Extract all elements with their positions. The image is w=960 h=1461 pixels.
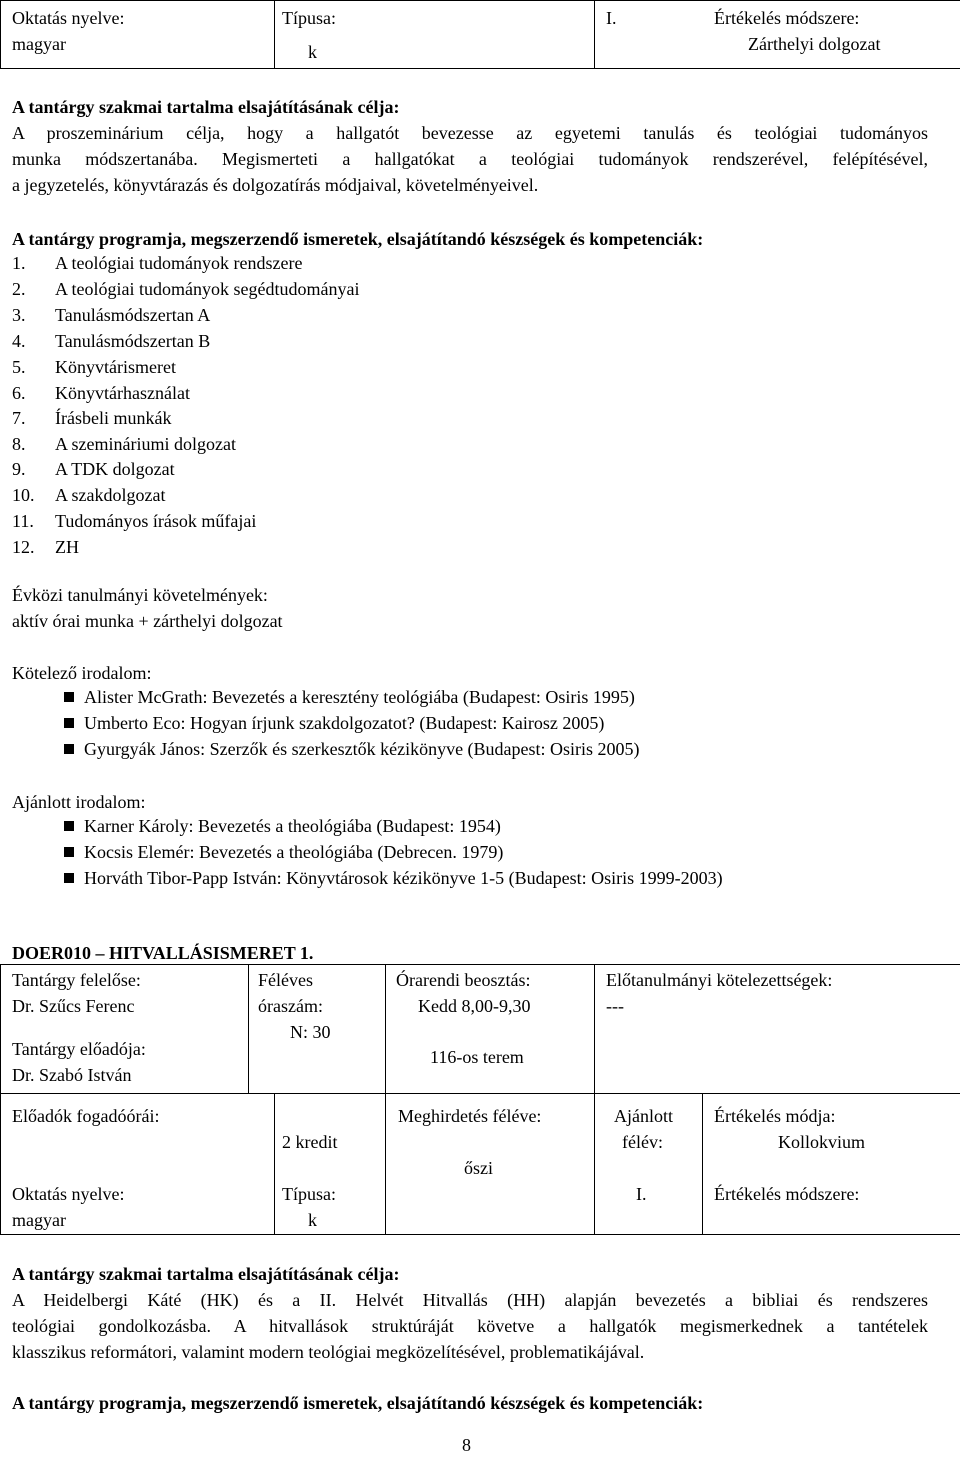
list-item: Horváth Tibor-Papp István: Könyvtárosok kézikönyve 1-5 (Budapest: Osiris 1999-2003) <box>84 868 723 888</box>
goal-heading: A tantárgy szakmai tartalma elsajátításának célja: <box>12 1264 400 1284</box>
requirements-heading: Évközi tanulmányi követelmények: <box>12 585 268 605</box>
type-value: k <box>308 1210 317 1230</box>
lang-value: magyar <box>12 34 66 54</box>
recommended-heading: Ajánlott irodalom: <box>12 792 146 812</box>
program-heading: A tantárgy programja, megszerzendő ismeretek, elsajátítandó készségek és kompetenciák: <box>12 1393 704 1413</box>
list-item: 6. Könyvtárhasználat <box>12 383 190 403</box>
lang-label: Oktatás nyelve: <box>12 8 125 28</box>
list-item: Umberto Eco: Hogyan írjunk szakdolgozatot? (Budapest: Kairosz 2005) <box>84 713 605 733</box>
type-label: Típusa: <box>282 8 336 28</box>
schedule-label: Órarendi beosztás: <box>396 970 531 990</box>
prereq-label: Előtanulmányi kötelezettségek: <box>606 970 833 990</box>
announce-label: Meghirdetés féléve: <box>398 1106 542 1126</box>
list-item: 3. Tanulásmódszertan A <box>12 305 211 325</box>
list-item: Alister McGrath: Bevezetés a keresztény teológiába (Budapest: Osiris 1995) <box>84 687 635 707</box>
recommended-semester-value: I. <box>636 1184 647 1204</box>
list-item: 11. Tudományos írások műfajai <box>12 511 257 531</box>
lecturer-label: Tantárgy előadója: <box>12 1039 146 1059</box>
list-item: Gyurgyák János: Szerzők és szerkesztők kézikönyve (Budapest: Osiris 2005) <box>84 739 640 759</box>
responsible-label: Tantárgy felelőse: <box>12 970 141 990</box>
type-value: k <box>308 42 317 62</box>
hours-label: Féléves <box>258 970 313 990</box>
recommended-semester-label: Ajánlott <box>614 1106 673 1126</box>
list-item: 5. Könyvtárismeret <box>12 357 176 377</box>
bullet-icon <box>64 718 74 728</box>
lang-label: Oktatás nyelve: <box>12 1184 125 1204</box>
program-heading: A tantárgy programja, megszerzendő ismeretek, elsajátítandó készségek és kompetenciák: <box>12 229 704 249</box>
bullet-icon <box>64 873 74 883</box>
hours-label: óraszám: <box>258 996 323 1016</box>
semester-value: I. <box>606 8 617 28</box>
mandatory-heading: Kötelező irodalom: <box>12 663 152 683</box>
goal-line: a jegyzetelés, könyvtárazás és dolgozatírás módjaival, követelményeivel. <box>12 175 539 195</box>
bullet-icon <box>64 692 74 702</box>
list-item: 10. A szakdolgozat <box>12 485 166 505</box>
schedule-time: Kedd 8,00-9,30 <box>418 996 531 1016</box>
goal-line: klasszikus reformátori, valamint modern teológiai megközelítésével, problematikájával. <box>12 1342 645 1362</box>
goal-heading: A tantárgy szakmai tartalma elsajátításának célja: <box>12 97 400 117</box>
credits-value: 2 kredit <box>282 1132 338 1152</box>
recommended-semester-label: félév: <box>622 1132 663 1152</box>
lang-value: magyar <box>12 1210 66 1230</box>
goal-line: munka módszertanába. Megismerteti a hallgatókat a teológiai tudományok rendszerével, felépítésével, <box>12 149 928 169</box>
list-item: 9. A TDK dolgozat <box>12 459 175 479</box>
eval-type-value: Kollokvium <box>778 1132 866 1152</box>
type-label: Típusa: <box>282 1184 336 1204</box>
eval-method-label: Értékelés módszere: <box>714 8 860 28</box>
course-title: DOER010 – HITVALLÁSISMERET 1. <box>12 943 314 963</box>
list-item: Karner Károly: Bevezetés a theológiába (Budapest: 1954) <box>84 816 501 836</box>
bullet-icon <box>64 821 74 831</box>
eval-method-label: Értékelés módszere: <box>714 1184 860 1204</box>
requirements-text: aktív órai munka + zárthelyi dolgozat <box>12 611 283 631</box>
list-item: 12. ZH <box>12 537 79 557</box>
list-item: 2. A teológiai tudományok segédtudományai <box>12 279 360 299</box>
office-hours-label: Előadók fogadóórái: <box>12 1106 160 1126</box>
list-item: 1. A teológiai tudományok rendszere <box>12 253 303 273</box>
bullet-icon <box>64 847 74 857</box>
prereq-value: --- <box>606 996 624 1016</box>
list-item: 7. Írásbeli munkák <box>12 408 172 428</box>
page-number: 8 <box>462 1435 471 1455</box>
list-item: 4. Tanulásmódszertan B <box>12 331 211 351</box>
responsible-value: Dr. Szűcs Ferenc <box>12 996 135 1016</box>
goal-line: A Heidelbergi Káté (HK) és a II. Helvét Hitvallás (HH) alapján bevezetés a bibliai és rendszeres <box>12 1290 928 1310</box>
bullet-icon <box>64 744 74 754</box>
hours-value: N: 30 <box>290 1022 331 1042</box>
list-item: 8. A szemináriumi dolgozat <box>12 434 236 454</box>
eval-method-value: Zárthelyi dolgozat <box>748 34 881 54</box>
eval-type-label: Értékelés módja: <box>714 1106 836 1126</box>
announce-value: őszi <box>464 1158 493 1178</box>
list-item: Kocsis Elemér: Bevezetés a theológiába (Debrecen. 1979) <box>84 842 504 862</box>
schedule-room: 116-os terem <box>430 1047 524 1067</box>
goal-line: teológiai gondolkozásba. A hitvallások struktúráját követve a hallgatók megismerkednek a tantételek <box>12 1316 928 1336</box>
lecturer-value: Dr. Szabó István <box>12 1065 132 1085</box>
goal-line: A proszeminárium célja, hogy a hallgatót bevezesse az egyetemi tanulás és teológiai tudományos <box>12 123 928 143</box>
